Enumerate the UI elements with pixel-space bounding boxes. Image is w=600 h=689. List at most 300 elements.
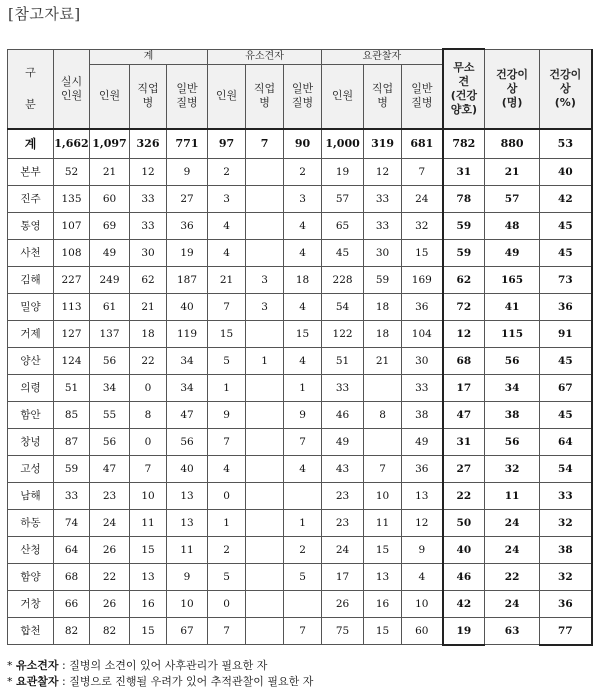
header-care-headcount: 인원 <box>208 64 246 129</box>
header-total-headcount: 인원 <box>90 64 130 129</box>
cell-healthy-percent: 42 <box>540 185 592 212</box>
cell-care-occupational <box>246 158 284 185</box>
cell-obs-headcount: 33 <box>322 374 364 401</box>
cell-care-headcount: 0 <box>208 482 246 509</box>
table-row <box>8 617 592 645</box>
cell-total-general: 67 <box>167 617 208 645</box>
cell-no-findings: 19 <box>443 617 485 645</box>
cell-total-general: 47 <box>167 401 208 428</box>
cell-examined: 1,662 <box>54 129 90 159</box>
header-healthy-count: 건강이 상 (명) <box>485 49 540 129</box>
cell-no-findings: 59 <box>443 212 485 239</box>
cell-branch: 창녕 <box>8 428 54 455</box>
table-row <box>8 482 592 509</box>
cell-care-occupational <box>246 455 284 482</box>
cell-branch: 남해 <box>8 482 54 509</box>
cell-obs-occupational: 18 <box>364 320 402 347</box>
cell-care-headcount: 15 <box>208 320 246 347</box>
cell-healthy-percent: 32 <box>540 509 592 536</box>
cell-care-general: 1 <box>284 509 322 536</box>
cell-healthy-count: 56 <box>485 347 540 374</box>
cell-total-headcount: 60 <box>90 185 130 212</box>
cell-no-findings: 59 <box>443 239 485 266</box>
header-examined: 실시 인원 <box>54 49 90 129</box>
cell-obs-headcount: 49 <box>322 428 364 455</box>
cell-obs-general: 15 <box>402 239 443 266</box>
cell-care-general: 2 <box>284 536 322 563</box>
cell-branch: 하동 <box>8 509 54 536</box>
table-row <box>8 455 592 482</box>
cell-branch: 의령 <box>8 374 54 401</box>
cell-total-occupational: 0 <box>130 428 167 455</box>
cell-total-occupational: 12 <box>130 158 167 185</box>
cell-obs-headcount: 23 <box>322 482 364 509</box>
cell-total-headcount: 1,097 <box>90 129 130 159</box>
cell-healthy-percent: 36 <box>540 293 592 320</box>
cell-total-general: 27 <box>167 185 208 212</box>
cell-obs-headcount: 75 <box>322 617 364 645</box>
cell-care-general: 3 <box>284 185 322 212</box>
cell-healthy-count: 21 <box>485 158 540 185</box>
cell-total-headcount: 56 <box>90 428 130 455</box>
header-obs-occupational: 직업 병 <box>364 64 402 129</box>
cell-care-headcount: 0 <box>208 590 246 617</box>
cell-obs-occupational: 7 <box>364 455 402 482</box>
cell-obs-general: 36 <box>402 293 443 320</box>
cell-total-occupational: 13 <box>130 563 167 590</box>
cell-examined: 107 <box>54 212 90 239</box>
cell-branch: 계 <box>8 129 54 159</box>
cell-obs-general: 13 <box>402 482 443 509</box>
cell-care-headcount: 5 <box>208 347 246 374</box>
cell-care-headcount: 3 <box>208 185 246 212</box>
cell-examined: 127 <box>54 320 90 347</box>
cell-healthy-percent: 45 <box>540 347 592 374</box>
cell-care-general: 4 <box>284 293 322 320</box>
cell-examined: 124 <box>54 347 90 374</box>
cell-no-findings: 31 <box>443 158 485 185</box>
cell-care-headcount: 1 <box>208 509 246 536</box>
header-no-findings: 무소 견 (건강 양호) <box>443 49 485 129</box>
cell-care-occupational <box>246 482 284 509</box>
cell-obs-occupational: 33 <box>364 212 402 239</box>
table-row <box>8 374 592 401</box>
cell-obs-general: 169 <box>402 266 443 293</box>
table-row <box>8 347 592 374</box>
cell-total-headcount: 61 <box>90 293 130 320</box>
cell-total-general: 34 <box>167 347 208 374</box>
cell-branch: 산청 <box>8 536 54 563</box>
cell-total-headcount: 56 <box>90 347 130 374</box>
cell-care-headcount: 97 <box>208 129 246 159</box>
cell-total-occupational: 10 <box>130 482 167 509</box>
cell-care-occupational <box>246 239 284 266</box>
cell-obs-headcount: 24 <box>322 536 364 563</box>
cell-care-occupational <box>246 185 284 212</box>
table-row <box>8 293 592 320</box>
cell-care-headcount: 5 <box>208 563 246 590</box>
cell-total-occupational: 62 <box>130 266 167 293</box>
cell-obs-general: 49 <box>402 428 443 455</box>
header-healthy-percent: 건강이 상 (%) <box>540 49 592 129</box>
cell-obs-general: 7 <box>402 158 443 185</box>
cell-examined: 113 <box>54 293 90 320</box>
cell-care-occupational <box>246 509 284 536</box>
cell-total-occupational: 326 <box>130 129 167 159</box>
table-row <box>8 401 592 428</box>
cell-total-occupational: 7 <box>130 455 167 482</box>
cell-branch: 양산 <box>8 347 54 374</box>
cell-care-general: 15 <box>284 320 322 347</box>
cell-obs-headcount: 19 <box>322 158 364 185</box>
cell-branch: 함안 <box>8 401 54 428</box>
cell-obs-general: 32 <box>402 212 443 239</box>
cell-care-occupational <box>246 617 284 645</box>
cell-obs-general: 60 <box>402 617 443 645</box>
cell-care-headcount: 4 <box>208 239 246 266</box>
cell-total-general: 13 <box>167 482 208 509</box>
cell-care-occupational <box>246 212 284 239</box>
cell-obs-headcount: 51 <box>322 347 364 374</box>
cell-obs-general: 9 <box>402 536 443 563</box>
cell-healthy-count: 56 <box>485 428 540 455</box>
cell-care-occupational <box>246 428 284 455</box>
cell-branch: 김해 <box>8 266 54 293</box>
cell-obs-headcount: 46 <box>322 401 364 428</box>
cell-examined: 85 <box>54 401 90 428</box>
cell-total-general: 10 <box>167 590 208 617</box>
cell-no-findings: 47 <box>443 401 485 428</box>
cell-healthy-count: 38 <box>485 401 540 428</box>
table-row <box>8 212 592 239</box>
cell-care-occupational: 7 <box>246 129 284 159</box>
cell-care-general: 7 <box>284 428 322 455</box>
cell-care-occupational <box>246 401 284 428</box>
cell-branch: 사천 <box>8 239 54 266</box>
cell-healthy-count: 24 <box>485 536 540 563</box>
cell-total-general: 40 <box>167 455 208 482</box>
cell-care-general: 18 <box>284 266 322 293</box>
cell-examined: 108 <box>54 239 90 266</box>
cell-obs-general: 104 <box>402 320 443 347</box>
table-row <box>8 590 592 617</box>
cell-obs-occupational: 11 <box>364 509 402 536</box>
cell-no-findings: 78 <box>443 185 485 212</box>
cell-branch: 거제 <box>8 320 54 347</box>
cell-care-occupational <box>246 320 284 347</box>
cell-obs-occupational: 16 <box>364 590 402 617</box>
cell-healthy-count: 24 <box>485 590 540 617</box>
cell-obs-occupational: 18 <box>364 293 402 320</box>
cell-total-general: 19 <box>167 239 208 266</box>
cell-total-occupational: 0 <box>130 374 167 401</box>
cell-care-occupational <box>246 590 284 617</box>
cell-branch: 통영 <box>8 212 54 239</box>
cell-care-general: 7 <box>284 617 322 645</box>
cell-healthy-percent: 38 <box>540 536 592 563</box>
page-title: [참고자료] <box>8 5 81 23</box>
cell-obs-headcount: 23 <box>322 509 364 536</box>
cell-total-occupational: 21 <box>130 293 167 320</box>
cell-examined: 135 <box>54 185 90 212</box>
cell-examined: 82 <box>54 617 90 645</box>
header-category: 구 분 <box>8 49 54 129</box>
cell-obs-general: 10 <box>402 590 443 617</box>
cell-examined: 52 <box>54 158 90 185</box>
cell-branch: 거창 <box>8 590 54 617</box>
cell-care-general: 5 <box>284 563 322 590</box>
cell-examined: 74 <box>54 509 90 536</box>
cell-obs-headcount: 17 <box>322 563 364 590</box>
cell-obs-general: 681 <box>402 129 443 159</box>
cell-care-general: 4 <box>284 239 322 266</box>
cell-care-headcount: 2 <box>208 158 246 185</box>
cell-care-occupational <box>246 536 284 563</box>
cell-obs-occupational: 59 <box>364 266 402 293</box>
cell-care-occupational <box>246 374 284 401</box>
cell-total-occupational: 11 <box>130 509 167 536</box>
cell-healthy-count: 63 <box>485 617 540 645</box>
cell-examined: 87 <box>54 428 90 455</box>
cell-no-findings: 42 <box>443 590 485 617</box>
health-checkup-table <box>7 48 593 646</box>
cell-examined: 51 <box>54 374 90 401</box>
cell-healthy-percent: 73 <box>540 266 592 293</box>
cell-healthy-count: 24 <box>485 509 540 536</box>
cell-obs-headcount: 1,000 <box>322 129 364 159</box>
cell-obs-general: 33 <box>402 374 443 401</box>
cell-obs-headcount: 122 <box>322 320 364 347</box>
cell-total-headcount: 22 <box>90 563 130 590</box>
cell-total-occupational: 30 <box>130 239 167 266</box>
cell-care-general: 2 <box>284 158 322 185</box>
cell-care-general: 1 <box>284 374 322 401</box>
cell-obs-headcount: 26 <box>322 590 364 617</box>
cell-total-general: 40 <box>167 293 208 320</box>
cell-healthy-count: 11 <box>485 482 540 509</box>
cell-obs-general: 4 <box>402 563 443 590</box>
cell-total-general: 34 <box>167 374 208 401</box>
cell-total-general: 187 <box>167 266 208 293</box>
cell-total-general: 9 <box>167 563 208 590</box>
cell-branch: 함양 <box>8 563 54 590</box>
cell-obs-occupational: 15 <box>364 536 402 563</box>
cell-no-findings: 68 <box>443 347 485 374</box>
cell-healthy-percent: 53 <box>540 129 592 159</box>
cell-obs-headcount: 65 <box>322 212 364 239</box>
footnote-care-needed: * 유소견자 : 질병의 소견이 있어 사후관리가 필요한 자 <box>7 659 268 672</box>
cell-healthy-percent: 33 <box>540 482 592 509</box>
table-row <box>8 320 592 347</box>
cell-total-headcount: 23 <box>90 482 130 509</box>
cell-no-findings: 46 <box>443 563 485 590</box>
footnote-observation: * 요관찰자 : 질병으로 진행될 우려가 있어 추적관찰이 필요한 자 <box>7 675 314 688</box>
cell-healthy-percent: 45 <box>540 401 592 428</box>
cell-obs-headcount: 54 <box>322 293 364 320</box>
cell-total-headcount: 55 <box>90 401 130 428</box>
cell-total-general: 11 <box>167 536 208 563</box>
cell-total-headcount: 249 <box>90 266 130 293</box>
cell-examined: 33 <box>54 482 90 509</box>
cell-obs-occupational: 30 <box>364 239 402 266</box>
table-row <box>8 428 592 455</box>
cell-care-general <box>284 590 322 617</box>
cell-examined: 66 <box>54 590 90 617</box>
cell-no-findings: 22 <box>443 482 485 509</box>
cell-no-findings: 27 <box>443 455 485 482</box>
cell-branch: 합천 <box>8 617 54 645</box>
cell-total-occupational: 18 <box>130 320 167 347</box>
cell-obs-headcount: 228 <box>322 266 364 293</box>
cell-examined: 64 <box>54 536 90 563</box>
cell-no-findings: 62 <box>443 266 485 293</box>
cell-care-general: 4 <box>284 347 322 374</box>
cell-healthy-count: 48 <box>485 212 540 239</box>
cell-healthy-count: 57 <box>485 185 540 212</box>
table-row <box>8 509 592 536</box>
cell-care-headcount: 7 <box>208 428 246 455</box>
cell-no-findings: 72 <box>443 293 485 320</box>
cell-healthy-count: 32 <box>485 455 540 482</box>
cell-obs-occupational: 319 <box>364 129 402 159</box>
header-group-care-needed: 유소견자 <box>208 49 322 64</box>
table-row <box>8 239 592 266</box>
header-total-general: 일반 질병 <box>167 64 208 129</box>
cell-total-occupational: 33 <box>130 212 167 239</box>
cell-branch: 밀양 <box>8 293 54 320</box>
cell-total-occupational: 15 <box>130 617 167 645</box>
table-row <box>8 536 592 563</box>
cell-total-general: 56 <box>167 428 208 455</box>
cell-care-headcount: 2 <box>208 536 246 563</box>
cell-care-general: 90 <box>284 129 322 159</box>
cell-total-headcount: 34 <box>90 374 130 401</box>
cell-total-headcount: 26 <box>90 590 130 617</box>
cell-care-headcount: 21 <box>208 266 246 293</box>
table-row <box>8 563 592 590</box>
total-row <box>8 129 592 159</box>
cell-no-findings: 782 <box>443 129 485 159</box>
cell-total-occupational: 8 <box>130 401 167 428</box>
cell-obs-headcount: 45 <box>322 239 364 266</box>
cell-healthy-percent: 54 <box>540 455 592 482</box>
cell-obs-general: 24 <box>402 185 443 212</box>
cell-care-occupational: 3 <box>246 266 284 293</box>
cell-healthy-count: 880 <box>485 129 540 159</box>
cell-obs-occupational: 15 <box>364 617 402 645</box>
cell-care-headcount: 4 <box>208 455 246 482</box>
cell-care-headcount: 9 <box>208 401 246 428</box>
cell-care-general: 9 <box>284 401 322 428</box>
cell-obs-general: 36 <box>402 455 443 482</box>
cell-healthy-percent: 32 <box>540 563 592 590</box>
cell-obs-occupational <box>364 428 402 455</box>
cell-obs-occupational <box>364 374 402 401</box>
cell-obs-occupational: 21 <box>364 347 402 374</box>
cell-total-headcount: 137 <box>90 320 130 347</box>
cell-total-general: 13 <box>167 509 208 536</box>
cell-obs-headcount: 57 <box>322 185 364 212</box>
cell-obs-occupational: 10 <box>364 482 402 509</box>
cell-obs-occupational: 8 <box>364 401 402 428</box>
cell-no-findings: 17 <box>443 374 485 401</box>
cell-healthy-count: 22 <box>485 563 540 590</box>
cell-total-general: 771 <box>167 129 208 159</box>
header-total-occupational: 직업 병 <box>130 64 167 129</box>
cell-care-general <box>284 482 322 509</box>
cell-care-occupational <box>246 563 284 590</box>
cell-healthy-count: 115 <box>485 320 540 347</box>
header-care-occupational: 직업 병 <box>246 64 284 129</box>
table-row <box>8 266 592 293</box>
cell-obs-headcount: 43 <box>322 455 364 482</box>
cell-healthy-count: 49 <box>485 239 540 266</box>
cell-no-findings: 50 <box>443 509 485 536</box>
cell-total-general: 119 <box>167 320 208 347</box>
cell-examined: 68 <box>54 563 90 590</box>
cell-healthy-percent: 40 <box>540 158 592 185</box>
cell-healthy-count: 41 <box>485 293 540 320</box>
cell-total-occupational: 33 <box>130 185 167 212</box>
cell-branch: 본부 <box>8 158 54 185</box>
cell-total-headcount: 82 <box>90 617 130 645</box>
header-care-general: 일반 질병 <box>284 64 322 129</box>
cell-examined: 59 <box>54 455 90 482</box>
table-row <box>8 185 592 212</box>
cell-total-occupational: 16 <box>130 590 167 617</box>
cell-total-headcount: 49 <box>90 239 130 266</box>
cell-total-general: 36 <box>167 212 208 239</box>
cell-healthy-percent: 91 <box>540 320 592 347</box>
cell-healthy-count: 165 <box>485 266 540 293</box>
cell-care-occupational: 3 <box>246 293 284 320</box>
table-row <box>8 158 592 185</box>
cell-healthy-percent: 45 <box>540 212 592 239</box>
cell-total-general: 9 <box>167 158 208 185</box>
cell-care-general: 4 <box>284 212 322 239</box>
cell-healthy-percent: 67 <box>540 374 592 401</box>
cell-examined: 227 <box>54 266 90 293</box>
cell-healthy-count: 34 <box>485 374 540 401</box>
cell-care-general: 4 <box>284 455 322 482</box>
cell-total-headcount: 69 <box>90 212 130 239</box>
cell-healthy-percent: 77 <box>540 617 592 645</box>
cell-no-findings: 31 <box>443 428 485 455</box>
cell-care-headcount: 7 <box>208 293 246 320</box>
cell-total-headcount: 26 <box>90 536 130 563</box>
cell-obs-occupational: 12 <box>364 158 402 185</box>
header-group-observation: 요관찰자 <box>322 49 443 64</box>
cell-care-headcount: 7 <box>208 617 246 645</box>
cell-healthy-percent: 45 <box>540 239 592 266</box>
header-obs-headcount: 인원 <box>322 64 364 129</box>
cell-care-headcount: 1 <box>208 374 246 401</box>
cell-total-headcount: 24 <box>90 509 130 536</box>
cell-obs-general: 38 <box>402 401 443 428</box>
cell-total-occupational: 15 <box>130 536 167 563</box>
cell-care-occupational: 1 <box>246 347 284 374</box>
cell-branch: 진주 <box>8 185 54 212</box>
cell-no-findings: 12 <box>443 320 485 347</box>
cell-obs-occupational: 33 <box>364 185 402 212</box>
cell-obs-general: 30 <box>402 347 443 374</box>
cell-obs-general: 12 <box>402 509 443 536</box>
cell-total-occupational: 22 <box>130 347 167 374</box>
cell-healthy-percent: 64 <box>540 428 592 455</box>
cell-no-findings: 40 <box>443 536 485 563</box>
cell-obs-occupational: 13 <box>364 563 402 590</box>
cell-branch: 고성 <box>8 455 54 482</box>
